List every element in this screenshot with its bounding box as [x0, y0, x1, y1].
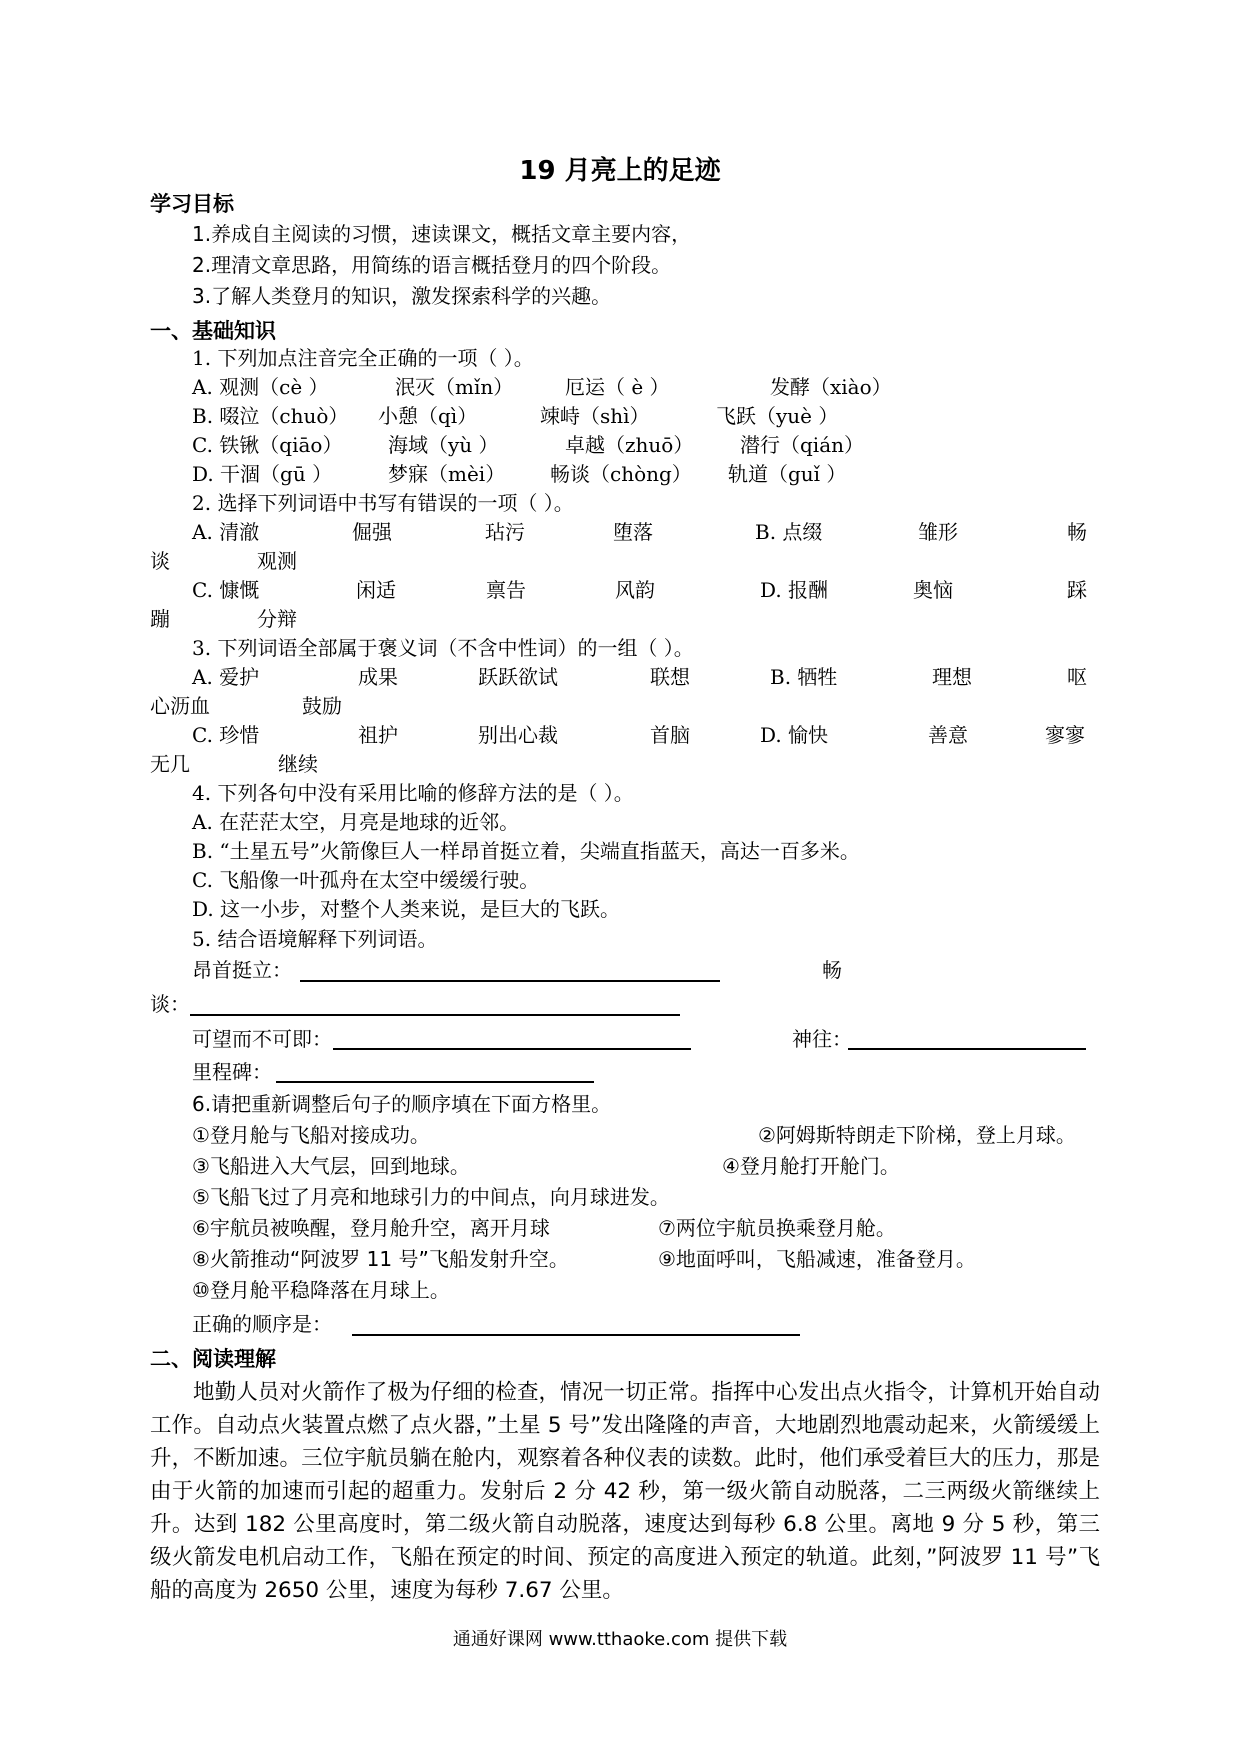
- q2-word: 踩: [1067, 578, 1087, 602]
- q2-word: 禀告: [486, 578, 526, 602]
- q2-word: 畅: [1067, 520, 1087, 544]
- q5-term-label: 畅: [822, 958, 842, 982]
- q1-option-a-2: 泯灭（mǐn）: [395, 375, 514, 399]
- q2-word: 分辩: [257, 607, 297, 631]
- q4-option: A. 在茫茫太空，月亮是地球的近邻。: [192, 810, 520, 834]
- q5-term-label: 里程碑：: [192, 1060, 272, 1084]
- q1-option-b-1: B. 啜泣（chuò）: [192, 404, 349, 428]
- q1-option-b-3: 竦峙（shì）: [540, 404, 650, 428]
- q4-option: B. “土星五号”火箭像巨人一样昂首挺立着，尖端直指蓝天，高达一百多米。: [192, 839, 860, 863]
- q2-word: 谈: [150, 549, 170, 573]
- answer-blank[interactable]: [190, 1014, 680, 1016]
- q3-word: 心沥血: [150, 694, 210, 718]
- q2-word: C. 慷慨: [192, 578, 260, 602]
- q3-word: 祖护: [358, 723, 398, 747]
- q1-option-c-1: C. 铁锹（qiāo）: [192, 433, 343, 457]
- q3-word: A. 爱护: [192, 665, 260, 689]
- q6-sentence: ⑦两位宇航员换乘登月舱。: [658, 1216, 896, 1240]
- reading-passage: 地勤人员对火箭作了极为仔细的检查，情况一切正常。指挥中心发出点火指令，计算机开始自动工作。自动点火装置点燃了点火器，”土星 5 号”发出隆隆的声音，大地剧烈地震动起来，火箭缓缓上升，不断加速。三位宇航员躺在舱内，观察着各种仪表的读数。此时，他们承受着巨大的压力，那是由于火箭的加速而引起的超重力。发射后 2 分 42 秒，第一级火箭自动脱落，二三两级火箭继续上升。达到 182 公里高度时，第二级火箭自动脱落，速度达到每秒 6.8 公里。离地 9 分 5 秒，第三级火箭发电机启动工作，飞船在预定的时间、预定的高度进入预定的轨道。此刻，”阿波罗 11 号”飞船的高度为 2650 公里，速度为每秒 7.67 公里。: [150, 1380, 1100, 1603]
- q1-option-b-2: 小憩（qì）: [378, 404, 478, 428]
- q2-word: 倔强: [352, 520, 392, 544]
- q2-word: 蹦: [150, 607, 170, 631]
- q2-word: 风韵: [615, 578, 655, 602]
- q3-word: 联想: [650, 665, 690, 689]
- goals-heading: 学习目标: [150, 192, 234, 216]
- q2-word: D. 报酬: [760, 578, 829, 602]
- q2-word: 观测: [257, 549, 297, 573]
- q3-word: 跃跃欲试: [478, 665, 558, 689]
- q5-term-label: 昂首挺立：: [192, 958, 292, 982]
- q3-word: 理想: [932, 665, 972, 689]
- goal-item: 3.了解人类登月的知识，激发探索科学的兴趣。: [192, 284, 612, 308]
- q2-word: A. 清澈: [192, 520, 260, 544]
- q3-word: 别出心裁: [478, 723, 558, 747]
- question-6-stem: 6.请把重新调整后句子的顺序填在下面方格里。: [192, 1092, 612, 1116]
- q6-sentence: ⑧火箭推动“阿波罗 11 号”飞船发射升空。: [192, 1247, 569, 1271]
- q6-sentence: ④登月舱打开舱门。: [722, 1154, 900, 1178]
- q3-word: 成果: [358, 665, 398, 689]
- goal-item: 1.养成自主阅读的习惯，速读课文，概括文章主要内容，: [192, 222, 692, 246]
- q1-option-a-1: A. 观测（cè ）: [192, 375, 329, 399]
- q3-word: 首脑: [650, 723, 690, 747]
- q6-answer-label: 正确的顺序是：: [192, 1312, 332, 1336]
- q5-term-label: 谈：: [150, 992, 190, 1016]
- q2-word: B. 点缀: [755, 520, 823, 544]
- question-4-stem: 4. 下列各句中没有采用比喻的修辞方法的是（ ）。: [192, 781, 634, 805]
- goal-item: 2.理清文章思路，用简练的语言概括登月的四个阶段。: [192, 253, 672, 277]
- answer-blank[interactable]: [300, 980, 720, 982]
- section-heading-reading: 二、阅读理解: [150, 1347, 276, 1371]
- question-1-stem: 1. 下列加点注音完全正确的一项（ ）。: [192, 346, 534, 370]
- q6-sentence: ③飞船进入大气层，回到地球。: [192, 1154, 470, 1178]
- q5-term-label: 神往：: [792, 1027, 852, 1051]
- q3-word: 寥寥: [1045, 723, 1085, 747]
- question-3-stem: 3. 下列词语全部属于褒义词（不含中性词）的一组（ ）。: [192, 636, 694, 660]
- question-5-stem: 5. 结合语境解释下列词语。: [192, 927, 438, 951]
- q3-word: 呕: [1067, 665, 1087, 689]
- q1-option-a-4: 发酵（xiào）: [770, 375, 892, 399]
- q2-word: 奥恼: [913, 578, 953, 602]
- q1-option-c-4: 潜行（qián）: [740, 433, 865, 457]
- q2-word: 闲适: [356, 578, 396, 602]
- page-footer: 通通好课网 www.tthaoke.com 提供下载: [452, 1629, 788, 1650]
- page-title: 19 月亮上的足迹: [519, 156, 721, 186]
- question-2-stem: 2. 选择下列词语中书写有错误的一项（ ）。: [192, 491, 574, 515]
- q3-word: D. 愉快: [760, 723, 829, 747]
- q1-option-d-1: D. 干涸（gū ）: [192, 462, 333, 486]
- q4-option: C. 飞船像一叶孤舟在太空中缓缓行驶。: [192, 868, 540, 892]
- q3-word: 无几: [150, 752, 190, 776]
- q6-sentence: ⑥宇航员被唤醒，登月舱升空，离开月球: [192, 1216, 550, 1240]
- q6-sentence: ②阿姆斯特朗走下阶梯，登上月球。: [758, 1123, 1076, 1147]
- q1-option-b-4: 飞跃（yuè ）: [716, 404, 839, 428]
- q5-term-label: 可望而不可即：: [192, 1027, 332, 1051]
- q3-word: C. 珍惜: [192, 723, 260, 747]
- q4-option: D. 这一小步，对整个人类来说，是巨大的飞跃。: [192, 897, 621, 921]
- q1-option-c-3: 卓越（zhuō）: [565, 433, 694, 457]
- q1-option-c-2: 海域（yù ）: [388, 433, 499, 457]
- section-heading-basics: 一、基础知识: [150, 319, 276, 343]
- answer-blank[interactable]: [333, 1048, 691, 1050]
- q3-word: 鼓励: [302, 694, 342, 718]
- q1-option-d-3: 畅谈（chòng）: [550, 462, 692, 486]
- q6-sentence: ①登月舱与飞船对接成功。: [192, 1123, 430, 1147]
- q2-word: 雏形: [918, 520, 958, 544]
- q6-sentence: ⑩登月舱平稳降落在月球上。: [192, 1278, 450, 1302]
- q6-sentence: ⑨地面呼叫，飞船减速，准备登月。: [658, 1247, 976, 1271]
- q3-word: B. 牺牲: [770, 665, 838, 689]
- q1-option-a-3: 厄运（ è ）: [565, 375, 670, 399]
- q1-option-d-2: 梦寐（mèi）: [388, 462, 506, 486]
- answer-blank[interactable]: [848, 1048, 1086, 1050]
- q3-word: 善意: [928, 723, 968, 747]
- q2-word: 玷污: [485, 520, 525, 544]
- q3-word: 继续: [278, 752, 318, 776]
- answer-blank[interactable]: [352, 1334, 800, 1336]
- q6-sentence: ⑤飞船飞过了月亮和地球引力的中间点，向月球进发。: [192, 1185, 670, 1209]
- answer-blank[interactable]: [276, 1081, 594, 1083]
- q2-word: 堕落: [613, 520, 653, 544]
- q1-option-d-4: 轨道（guǐ ）: [728, 462, 847, 486]
